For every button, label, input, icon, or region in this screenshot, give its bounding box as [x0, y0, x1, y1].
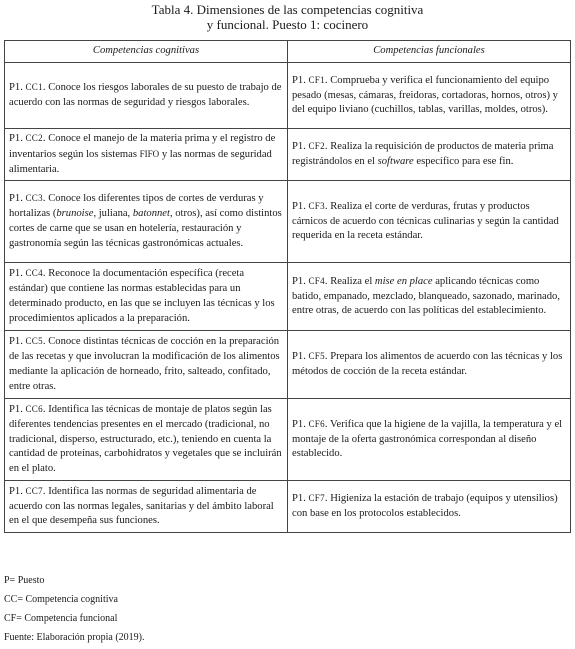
functional-cell: P1. CF4. Realiza el mise en place aplicando técnicas como batido, empanado, mezclado, blanqueado, sazonado, marinado, entre otras, de acuerdo con las políticas del establecimiento. — [288, 263, 571, 331]
table-row — [5, 481, 571, 533]
italic-term: software — [377, 156, 414, 167]
table-row — [5, 399, 571, 481]
italic-term: mise en place — [374, 275, 433, 287]
functional-cell: P1. CF6. Verifica que la higiene de la vajilla, la temperatura y el montaje de la oferta gastronómica correspondan al diseño establecido. — [288, 399, 571, 481]
italic-term: brunoise — [56, 208, 94, 220]
competency-code: CC4 — [25, 268, 43, 279]
competency-code: CF6 — [308, 418, 325, 429]
cognitive-cell: P1. CC4. Reconoce la documentación específica (receta estándar) que contiene las normas establecidas para un determinado producto, en las que se incluyen las técnicas y los procedimientos aplicados a la preparación. — [5, 263, 288, 331]
table-row — [5, 129, 571, 181]
competency-code: CC6 — [25, 404, 43, 414]
header-row — [5, 41, 571, 63]
table-notes — [4, 571, 145, 647]
caption-line-2: y funcional. Puesto 1: cocinero — [206, 17, 369, 32]
header-functional: Competencias funcionales — [288, 41, 571, 63]
cognitive-cell: P1. CC5. Conoce distintas técnicas de cocción en la preparación de las recetas y que involucran la modificación de los alimentos mediante la aplicación de horneado, frito, salteado, confitado, entre otras. — [5, 331, 288, 399]
cognitive-cell: P1. CC2. Conoce el manejo de la materia prima y el registro de inventarios según los sistemas FIFO y las normas de seguridad alimentaria. — [5, 129, 288, 181]
note-cf: CF= Competencia funcional — [4, 613, 118, 624]
fifo-acronym: FIFO — [139, 149, 160, 160]
header-cognitive: Competencias cognitivas — [5, 41, 288, 63]
caption-line-1: Tabla 4. Dimensiones de las competencias cognitiva — [151, 2, 424, 17]
competencies-table — [4, 40, 571, 533]
functional-cell: P1. CF1. Comprueba y verifica el funcionamiento del equipo pesado (mesas, cámaras, freidoras, cortadoras, hornos, otros) y del equipo liviano (cuchillos, tablas, varillas, moldes, otros). — [288, 63, 571, 129]
competency-code: CF5 — [308, 351, 325, 362]
cognitive-cell: P1. CC3. Conoce los diferentes tipos de cortes de verduras y hortalizas (brunoise, juliana, batonnet, otros), así como distintos cortes de carne que se usan en hotelería, restauración y gastronomía según las técnicas gastronómicas actuales. — [5, 181, 288, 263]
table-caption — [0, 2, 575, 32]
note-source: Fuente: Elaboración propia (2019). — [4, 632, 145, 643]
competency-code: CF4 — [308, 275, 325, 286]
competency-code: CF7 — [308, 493, 325, 504]
table-row — [5, 181, 571, 263]
functional-cell: P1. CF2. Realiza la requisición de productos de materia prima registrándolos en el software específico para ese fin. — [288, 129, 571, 181]
cognitive-cell: P1. CC6. Identifica las técnicas de montaje de platos según las diferentes tendencias presentes en el mercado (tradicional, no tradicional, disperso, estructurado, etc.), teniendo en cuenta la cantidad de proteínas, carbohidratos y vegetales que se incluirán en el plato. — [5, 399, 288, 481]
competency-code: CC2 — [25, 133, 43, 144]
note-puesto: P= Puesto — [4, 575, 45, 586]
table-row — [5, 331, 571, 399]
competency-code: CC1 — [25, 82, 43, 93]
functional-cell: P1. CF5. Prepara los alimentos de acuerdo con las técnicas y los métodos de cocción de la receta estándar. — [288, 331, 571, 399]
table-row — [5, 263, 571, 331]
cognitive-cell: P1. CC1. Conoce los riesgos laborales de su puesto de trabajo de acuerdo con las normas de seguridad y riesgos laborales. — [5, 63, 288, 129]
italic-term: batonnet — [132, 208, 170, 220]
cognitive-cell: P1. CC7. Identifica las normas de seguridad alimentaria de acuerdo con las normas legales, sanitarias y del ámbito laboral en el que desempeña sus funciones. — [5, 481, 288, 533]
note-cc: CC= Competencia cognitiva — [4, 594, 118, 605]
competency-code: CF2 — [308, 141, 325, 152]
functional-cell: P1. CF3. Realiza el corte de verduras, frutas y productos cárnicos de acuerdo con técnicas culinarias y según la cantidad requerida en la receta estándar. — [288, 181, 571, 263]
competency-code: CC7 — [25, 485, 43, 496]
competency-code: CF1 — [308, 74, 325, 85]
functional-cell: P1. CF7. Higieniza la estación de trabajo (equipos y utensilios) con base en los protocolos establecidos. — [288, 481, 571, 533]
table-row — [5, 63, 571, 129]
competency-code: CC3 — [25, 193, 43, 204]
competency-code: CC5 — [25, 336, 43, 347]
competency-code: CF3 — [308, 200, 325, 211]
